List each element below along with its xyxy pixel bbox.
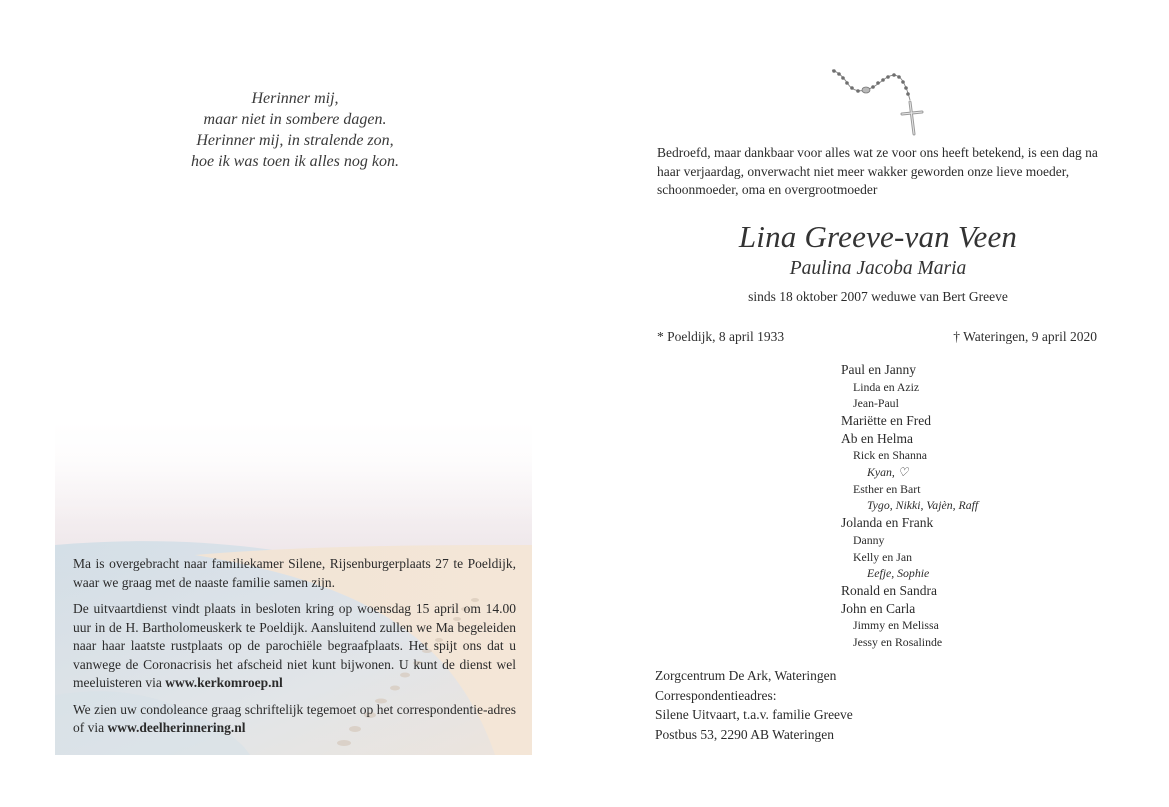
funeral-info (73, 555, 516, 746)
family-member-row: Jolanda en Frank (841, 515, 934, 531)
correspondence-address (655, 666, 853, 744)
poem (150, 88, 440, 172)
address-line: Zorgcentrum De Ark, Wateringen (655, 668, 837, 683)
address-line: Silene Uitvaart, t.a.v. familie Greeve (655, 707, 853, 722)
family-member-row: Ronald en Sandra (841, 583, 937, 599)
poem-line: Herinner mij, in stralende zon, (196, 132, 394, 149)
family-member-row: Kelly en Jan (853, 549, 912, 564)
deceased-name: Lina Greeve-van Veen (738, 219, 1018, 254)
address-line: Correspondentieadres: (655, 687, 777, 703)
family-member-row: Jimmy en Melissa (853, 618, 939, 633)
deelherinnering-link[interactable]: www.deelherinnering.nl (107, 720, 246, 735)
family-member-row: Mariëtte en Fred (841, 413, 931, 429)
family-list (841, 361, 1081, 651)
family-member-row: Linda en Aziz (853, 379, 920, 394)
family-member-row: John en Carla (841, 600, 916, 616)
info-paragraph-condolence: We zien uw condoleance graag schriftelijk tegemoet op het correspondentie-adres of via www.deelherinnering.nl (73, 701, 516, 735)
widow-note: sinds 18 oktober 2007 weduwe van Bert Greeve (748, 289, 1008, 304)
family-member-row: Paul en Janny (841, 362, 916, 377)
family-member-row: Esther en Bart (853, 481, 921, 496)
poem-line: maar niet in sombere dagen. (203, 111, 387, 128)
family-member-row: Eefje, Sophie (867, 566, 930, 581)
address-line: Postbus 53, 2290 AB Wateringen (655, 726, 835, 742)
poem-line: hoe ik was toen ik alles nog kon. (191, 153, 399, 170)
family-member-row: Kyan, ♡ (867, 464, 909, 479)
rosary-cross-icon (828, 60, 924, 142)
family-member-row: Rick en Shanna (853, 448, 928, 463)
info-paragraph-viewing: Ma is overgebracht naar familiekamer Silene, Rijsenburgerplaats 27 te Poeldijk, waar we graag met de naaste familie samen zijn. (73, 556, 516, 590)
death-date: † Wateringen, 9 april 2020 (953, 329, 1097, 344)
kerkomroep-link[interactable]: www.kerkomroep.nl (165, 675, 283, 690)
family-member-row: Jessy en Rosalinde (853, 634, 943, 649)
family-member-row: Tygo, Nikki, Vajèn, Raff (867, 498, 979, 513)
info-paragraph-service: De uitvaartdienst vindt plaats in besloten kring op woensdag 15 april om 14.00 uur in de H. Bartholomeuskerk te Poeldijk. Aansluitend zullen we Ma begeleiden naar haar laatste rustplaats op de parochiële begraafplaats. Het spijt ons dat u vanwege de Coronacrisis het afscheid niet kunt bijwonen. U kunt de dienst wel meeluisteren via www.kerkomroep.nl (73, 601, 516, 690)
family-member-row: Danny (853, 532, 885, 547)
family-member-row: Jean-Paul (853, 396, 899, 411)
poem-line: Herinner mij, (251, 90, 339, 107)
given-names: Paulina Jacoba Maria (789, 258, 967, 279)
announcement-intro: Bedroefd, maar dankbaar voor alles wat ze voor ons heeft betekend, is een dag na haar verjaardag, onverwacht niet meer wakker geworden onze lieve moeder, schoonmoeder, oma en overgrootmoeder (657, 145, 1098, 197)
family-member-row: Ab en Helma (841, 430, 913, 446)
birth-date: * Poeldijk, 8 april 1933 (657, 329, 785, 344)
